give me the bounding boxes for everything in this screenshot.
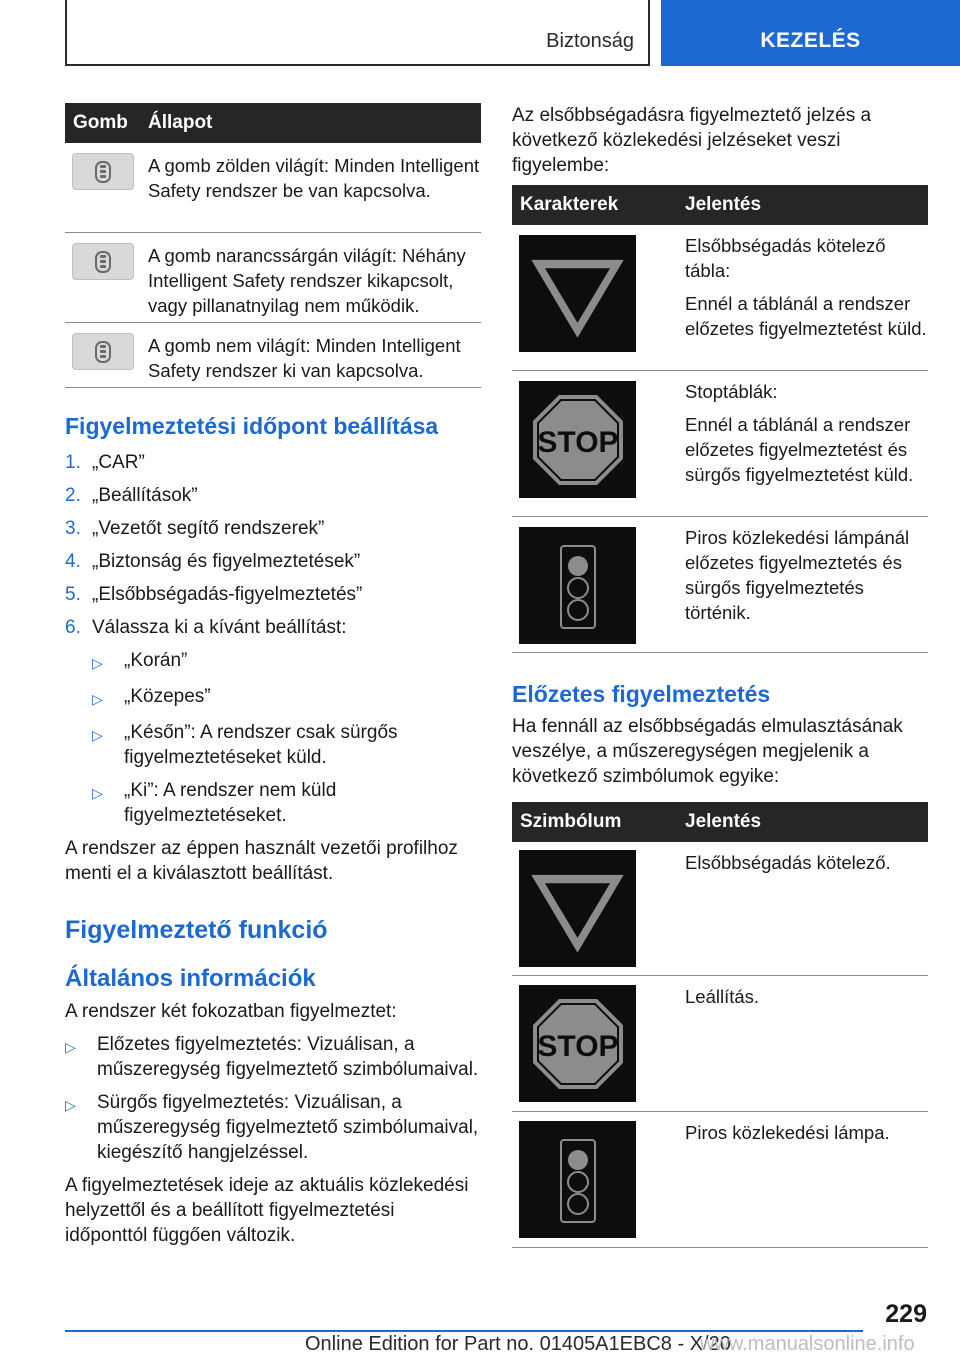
triangle-bullet-icon: ▷ <box>92 691 103 707</box>
header-section-title: Biztonság <box>546 30 634 52</box>
safety-button-orange-icon <box>72 243 134 280</box>
list-item: ▷ „Közepes” <box>92 684 481 712</box>
table-row <box>65 233 481 323</box>
table-row <box>65 143 481 233</box>
signs-intro: Az elsőbbségadásra figyelmeztető jelzés a következő közlekedési jelzéseket veszi figyelembe: <box>512 105 872 176</box>
safety-button-green-icon <box>72 153 134 190</box>
sign-meaning-line: Ennél a táblánál a rendszer előzetes figyelmeztetést és sürgős figyelmeztetést küld. <box>685 414 914 485</box>
footer-watermark[interactable]: www.manualsonline.info <box>700 1333 915 1355</box>
section-title-pre-warning: Előzetes figyelmeztetés <box>512 681 771 707</box>
list-item: ▷ „Korán” <box>92 648 481 676</box>
options-list <box>65 648 481 828</box>
page-number: 229 <box>885 1300 927 1328</box>
right-column <box>512 103 928 1248</box>
footer-edition: Online Edition for Part no. 01405A1EBC8 - X/20 <box>305 1333 731 1355</box>
symbols-table-header <box>512 802 928 842</box>
status-text: A gomb narancssárgán világít: Néhány Intelligent Safety rendszer kikapcsolt, vagy pillanatnyilag nem működik. <box>148 245 466 316</box>
table-row <box>512 842 928 976</box>
list-item: 5. „Elsőbbségadás-figyelmeztetés” <box>65 584 363 605</box>
stop-sign-label: STOP <box>536 425 619 459</box>
warning-intro: A rendszer két fokozatban figyelmeztet: <box>65 1001 397 1022</box>
footer-divider <box>65 1330 863 1332</box>
list-item: 1. „CAR” <box>65 452 145 473</box>
list-item: ▷ „Ki”: A rendszer nem küld figyelmeztetéseket. <box>92 780 337 826</box>
triangle-bullet-icon: ▷ <box>65 1039 76 1055</box>
list-item: 6. Válassza ki a kívánt beállítást: <box>65 617 347 638</box>
status-text: A gomb nem világít: Minden Intelligent Safety rendszer ki van kapcsolva. <box>148 335 461 381</box>
sign-meaning-line: Stoptáblák: <box>685 381 778 402</box>
stop-sign-icon <box>519 985 636 1102</box>
symbol-meaning: Leállítás. <box>685 986 760 1007</box>
col-header-meaning: Jelentés <box>685 811 762 832</box>
warning-closing: A figyelmeztetések ideje az aktuális közlekedési helyzettől és a beállított figyelmeztetési időponttól függően változik. <box>65 1175 469 1246</box>
yield-sign-icon <box>519 235 636 352</box>
signs-table <box>512 185 928 653</box>
col-header-symbol: Szimbólum <box>520 811 622 832</box>
steps-list <box>65 450 481 640</box>
triangle-bullet-icon: ▷ <box>92 655 103 671</box>
section-title-warning-function: Figyelmeztető funkció <box>65 916 328 944</box>
list-item: ▷ Sürgős figyelmeztetés: Vizuálisan, a műszeregység figyelmeztető szimbólumaival, kiegészítő hangjelzéssel. <box>65 1092 479 1163</box>
header-chapter-title: KEZELÉS <box>760 29 861 52</box>
table-row <box>512 976 928 1112</box>
header-chapter-tab[interactable] <box>661 0 960 66</box>
symbol-meaning: Elsőbbségadás kötelező. <box>685 852 891 873</box>
table-row <box>512 517 928 653</box>
table-row <box>65 323 481 388</box>
list-item: 4. „Biztonság és figyelmeztetések” <box>65 551 361 572</box>
col-header-characters: Karakterek <box>520 194 619 215</box>
sign-meaning-line: Elsőbbségadás kötelező tábla: <box>685 235 886 281</box>
signs-table-header <box>512 185 928 225</box>
table-row <box>512 371 928 517</box>
triangle-bullet-icon: ▷ <box>92 727 103 743</box>
list-item: 2. „Beállítások” <box>65 485 198 506</box>
traffic-light-icon <box>519 1121 636 1238</box>
stop-sign-icon <box>519 381 636 498</box>
stop-sign-label: STOP <box>536 1029 619 1063</box>
subsection-title-general: Általános információk <box>65 965 316 992</box>
safety-button-off-icon <box>72 333 134 370</box>
section-title-timing: Figyelmeztetési időpont beállítása <box>65 413 439 439</box>
list-item: ▷ Előzetes figyelmeztetés: Vizuálisan, a műszeregység figyelmeztető szimbólumaival. <box>65 1034 479 1080</box>
yield-sign-icon <box>519 850 636 967</box>
status-table-header <box>65 103 481 143</box>
table-row <box>512 225 928 371</box>
triangle-bullet-icon: ▷ <box>92 785 103 801</box>
symbol-meaning: Piros közlekedési lámpa. <box>685 1122 890 1143</box>
sign-meaning-line: Ennél a táblánál a rendszer előzetes figyelmeztetést küld. <box>685 293 927 339</box>
col-header-button: Gomb <box>73 112 128 133</box>
header-section-box <box>65 0 650 66</box>
col-header-status: Állapot <box>148 112 213 133</box>
pre-warning-text: Ha fennáll az elsőbbségadás elmulasztásának veszélye, a műszeregységen megjelenik a következő szimbólumok egyike: <box>512 716 903 787</box>
status-text: A gomb zölden világít: Minden Intelligent Safety rendszer be van kapcsolva. <box>148 155 480 201</box>
traffic-light-icon <box>519 527 636 644</box>
list-item: 3. „Vezetőt segítő rendszerek” <box>65 518 325 539</box>
left-column <box>65 103 481 1248</box>
symbols-table <box>512 802 928 1248</box>
stages-list <box>65 1032 481 1165</box>
list-item: ▷ „Későn”: A rendszer csak sürgős figyelmeztetéseket küld. <box>92 722 398 768</box>
table-row <box>512 1112 928 1248</box>
timing-note: A rendszer az éppen használt vezetői profilhoz menti el a kiválasztott beállítást. <box>65 838 458 884</box>
status-table <box>65 103 481 388</box>
col-header-meaning: Jelentés <box>685 194 762 215</box>
sign-meaning-line: Piros közlekedési lámpánál előzetes figyelmeztetés és sürgős figyelmeztetés történik. <box>685 527 910 623</box>
triangle-bullet-icon: ▷ <box>65 1097 76 1113</box>
